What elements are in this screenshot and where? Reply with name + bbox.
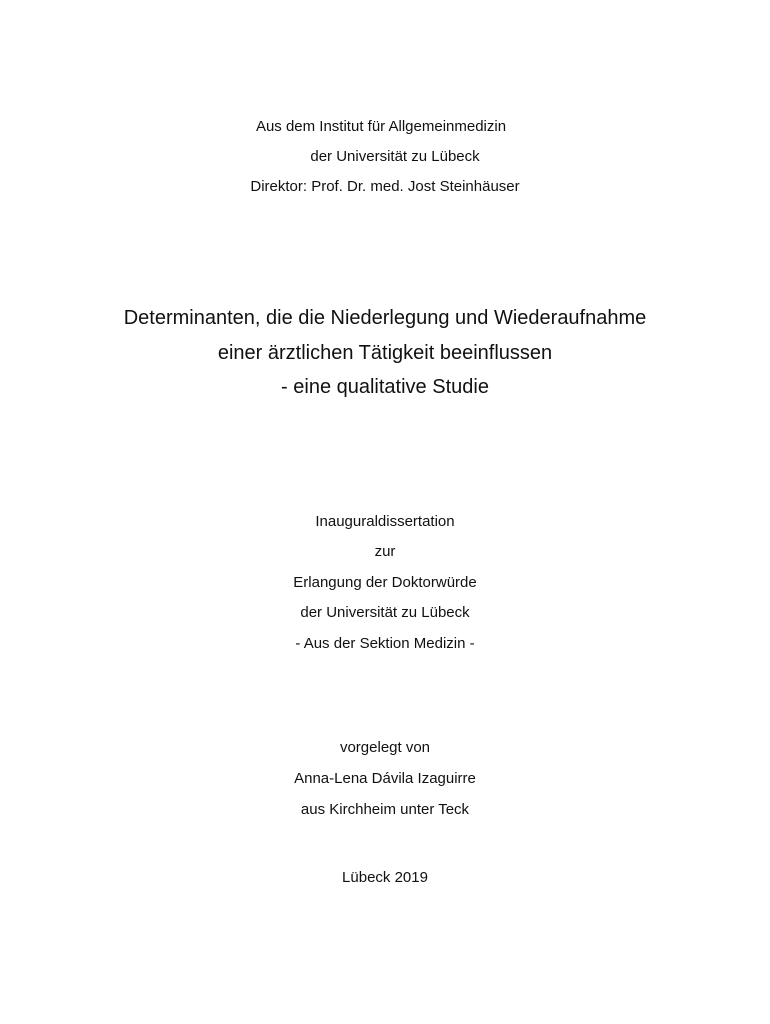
dissertation-line-zur: zur — [374, 543, 396, 560]
university-name: der Universität zu Lübeck — [310, 148, 480, 165]
thesis-title-line-2: einer ärztlichen Tätigkeit beeinflussen — [217, 342, 553, 364]
author-name: Anna-Lena Dávila Izaguirre — [294, 770, 476, 787]
author-origin: aus Kirchheim unter Teck — [300, 801, 470, 818]
place-and-year: Lübeck 2019 — [342, 869, 428, 886]
dissertation-purpose: Erlangung der Doktorwürde — [293, 574, 477, 591]
dissertation-type: Inauguraldissertation — [315, 513, 455, 530]
dissertation-section: - Aus der Sektion Medizin - — [295, 635, 475, 652]
dissertation-university: der Universität zu Lübeck — [300, 604, 470, 621]
presented-by-label: vorgelegt von — [339, 739, 431, 756]
thesis-title-line-1: Determinanten, die die Niederlegung und Wiederaufnahme — [123, 307, 647, 329]
thesis-subtitle: - eine qualitative Studie — [281, 376, 489, 398]
institute-director: Direktor: Prof. Dr. med. Jost Steinhäuser — [250, 178, 520, 195]
institute-name: Aus dem Institut für Allgemeinmedizin — [255, 118, 507, 135]
